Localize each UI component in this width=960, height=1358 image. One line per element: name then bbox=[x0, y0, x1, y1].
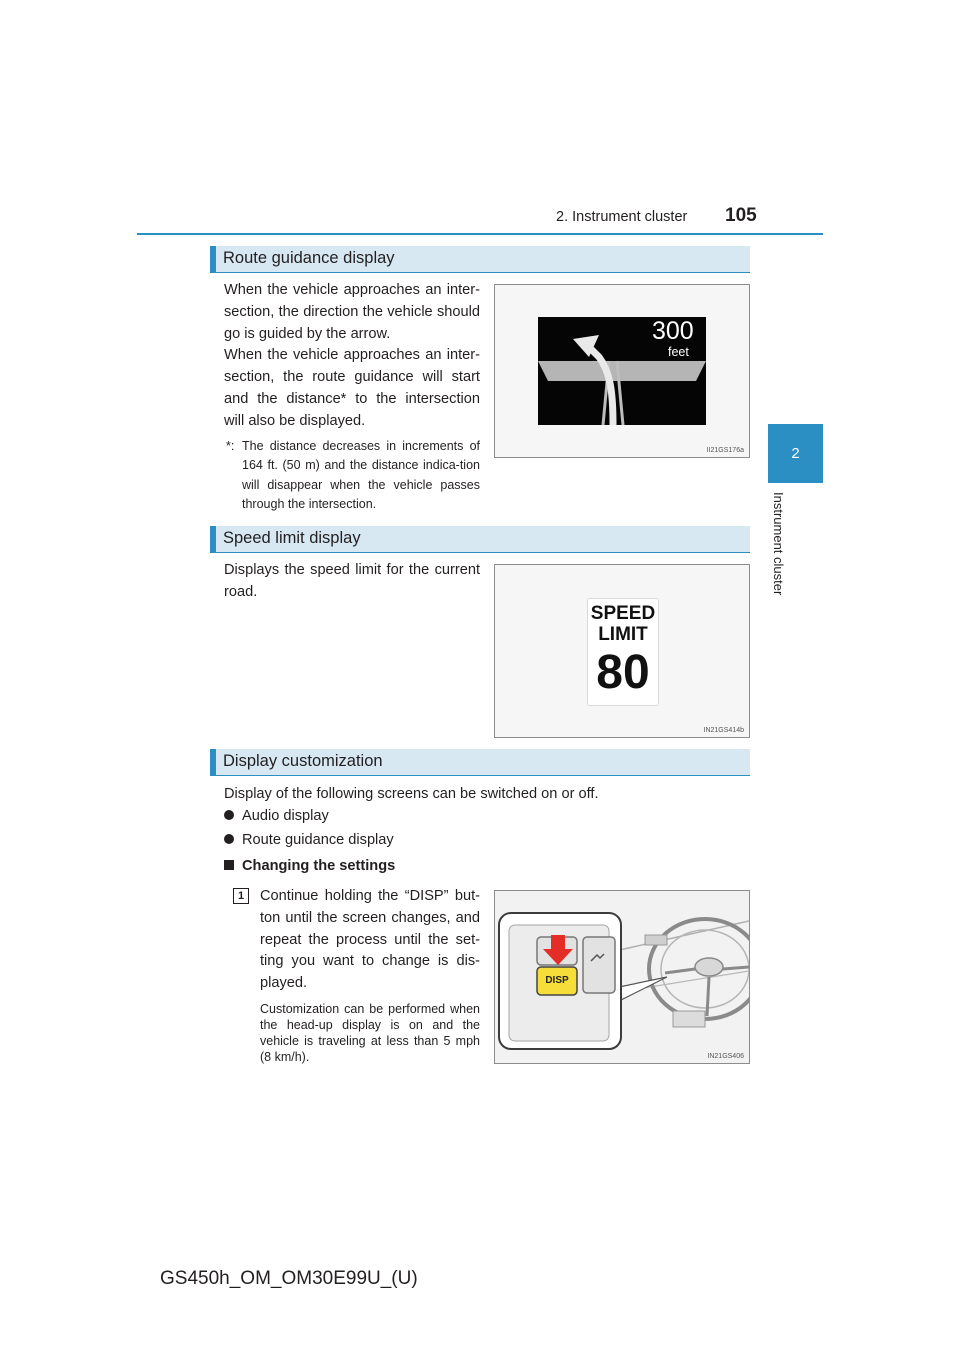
list-item: Audio display bbox=[224, 808, 329, 824]
sign-speed-value: 80 bbox=[596, 646, 650, 699]
section-heading-route-guidance: Route guidance display bbox=[210, 246, 750, 273]
step-note: Customization can be performed when the head-up display is on and the vehicle is traveling at less than 5 mph (8 km/h). bbox=[260, 1002, 480, 1064]
speed-limit-sign bbox=[587, 598, 659, 706]
subheading-changing-settings: Changing the settings bbox=[224, 858, 395, 874]
hud-distance-value: 300 bbox=[652, 317, 694, 345]
step-text: Continue holding the “DISP” but-ton until the screen changes, and repeat the process until the set-ting you want to change is dis-played. bbox=[260, 888, 480, 992]
route-guidance-para2: When the vehicle approaches an inter-section, the route guidance will start and the distance* to the intersection will also be displayed. bbox=[224, 347, 480, 429]
header-rule bbox=[137, 233, 823, 235]
sign-line-speed: SPEED bbox=[590, 603, 656, 624]
figure-code: IN21GS414b bbox=[703, 727, 744, 734]
sign-line-limit: LIMIT bbox=[598, 624, 648, 645]
hud-distance-unit: feet bbox=[668, 345, 689, 359]
document-code-footer: GS450h_OM_OM30E99U_(U) bbox=[160, 1268, 418, 1289]
route-guidance-text bbox=[224, 280, 480, 433]
dashboard-illustration bbox=[495, 891, 749, 1063]
footnote-text: The distance decreases in increments of 164 ft. (50 m) and the distance indica-tion will disappear when the vehicle passes through the intersection. bbox=[242, 439, 480, 512]
section-heading-display-customization: Display customization bbox=[210, 749, 750, 776]
footnote-marker: *: bbox=[226, 439, 235, 453]
disp-button-figure bbox=[494, 890, 750, 1064]
page-number: 105 bbox=[725, 205, 757, 226]
bullet-icon bbox=[224, 810, 234, 820]
running-header-section: 2. Instrument cluster bbox=[556, 209, 688, 225]
chapter-tab-label: Instrument cluster bbox=[771, 492, 786, 596]
step-number-box: 1 bbox=[233, 888, 249, 904]
route-guidance-figure bbox=[494, 284, 750, 458]
chapter-tab bbox=[768, 424, 823, 483]
square-bullet-icon bbox=[224, 860, 234, 870]
section-heading-speed-limit: Speed limit display bbox=[210, 526, 750, 553]
bullet-icon bbox=[224, 834, 234, 844]
speed-limit-figure bbox=[494, 564, 750, 738]
route-guidance-para1: When the vehicle approaches an inter-section, the direction the vehicle should go is guided by the arrow. bbox=[224, 282, 480, 342]
disp-button-label: DISP bbox=[545, 975, 569, 986]
speed-limit-text: Displays the speed limit for the current road. bbox=[224, 562, 480, 600]
list-item: Route guidance display bbox=[224, 832, 394, 848]
chapter-tab-number: 2 bbox=[791, 445, 800, 462]
hud-route-illustration bbox=[495, 285, 749, 457]
figure-code: II21GS176a bbox=[706, 447, 744, 454]
customization-intro: Display of the following screens can be switched on or off. bbox=[224, 786, 599, 802]
figure-code: IN21GS406 bbox=[707, 1053, 744, 1060]
